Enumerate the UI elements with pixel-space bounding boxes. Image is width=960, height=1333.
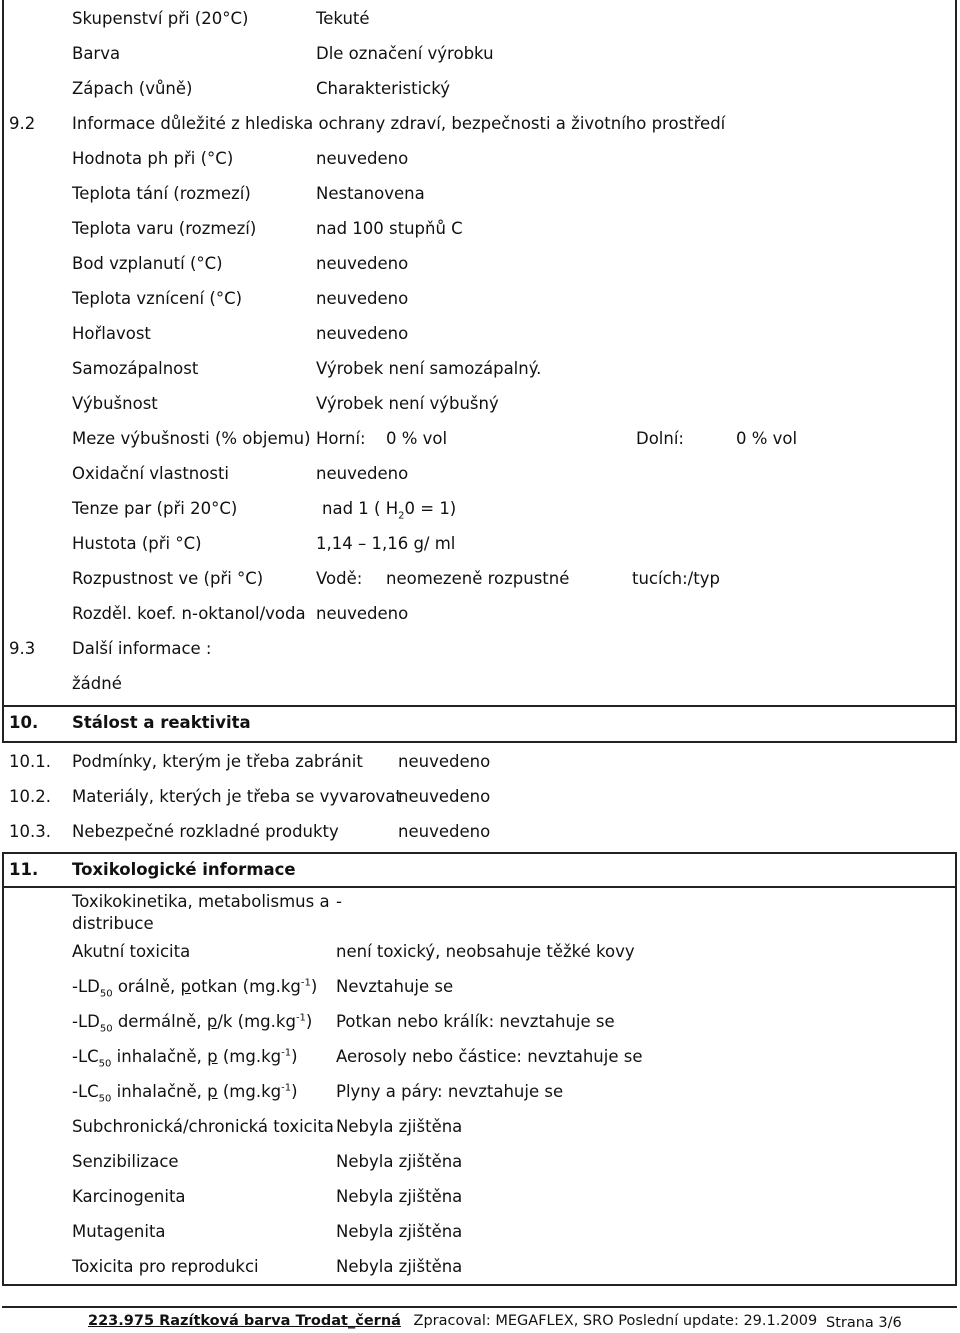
lc-aerosol-label bbox=[72, 1047, 298, 1070]
section-92-title: Informace důležité z hlediska ochrany zdraví, bezpečnosti a životního prostředí bbox=[72, 114, 726, 133]
lc1-post: ) bbox=[291, 1047, 298, 1066]
meze-horni-value: 0 % vol bbox=[386, 429, 448, 448]
tox-kinetics-label-line2: distribuce bbox=[72, 914, 154, 933]
footer-product: 223.975 Razítková barva Trodat_černá bbox=[88, 1313, 401, 1329]
tox-kinetics-value: - bbox=[336, 892, 342, 911]
row-value: neuvedeno bbox=[316, 254, 409, 273]
prop-barva-label: Barva bbox=[72, 44, 121, 63]
footer bbox=[88, 1313, 817, 1329]
tox-row-value: Nebyla zjištěna bbox=[336, 1152, 463, 1171]
section-93-title: Další informace : bbox=[72, 639, 212, 658]
ld-oral-mid1: orálně, bbox=[112, 977, 181, 996]
ld-oral-ul: p bbox=[180, 977, 191, 996]
lc1-ul: p bbox=[207, 1047, 218, 1066]
tenze-value-a: nad 1 ( H bbox=[322, 499, 399, 518]
oxidacni-value: neuvedeno bbox=[316, 464, 409, 483]
rozpustnost-tucich: tucích:/typ bbox=[632, 569, 720, 588]
row-label: Samozápalnost bbox=[72, 359, 199, 378]
right-border bbox=[955, 0, 957, 705]
ld-oral-sub: 50 bbox=[99, 988, 113, 1000]
sec10-row-value: neuvedeno bbox=[398, 787, 491, 806]
ld-derm-label bbox=[72, 1012, 313, 1035]
ld-oral-post: ) bbox=[310, 977, 318, 996]
tox-row-value: Nebyla zjištěna bbox=[336, 1187, 463, 1206]
tox-kinetics-label-line1: Toxikokinetika, metabolismus a bbox=[72, 892, 330, 911]
footer-page: Strana 3/6 bbox=[826, 1315, 902, 1331]
lc1-pre: -LC bbox=[72, 1047, 99, 1066]
row-value: Nestanovena bbox=[316, 184, 425, 203]
ld-oral-sup: -1 bbox=[300, 977, 311, 989]
section-10-title: Stálost a reaktivita bbox=[72, 713, 251, 732]
meze-horni-label: Horní: bbox=[316, 429, 366, 448]
row-label: Hodnota ph při (°C) bbox=[72, 149, 234, 168]
rozpustnost-vode-value: neomezeně rozpustné bbox=[386, 569, 570, 588]
sec10-row-value: neuvedeno bbox=[398, 822, 491, 841]
lc2-mid2: (mg.kg bbox=[217, 1082, 282, 1101]
ld-derm-value: Potkan nebo králík: nevztahuje se bbox=[336, 1012, 615, 1031]
row-value: Výrobek není samozápalný. bbox=[316, 359, 542, 378]
ld-derm-mid2: /k (mg.kg bbox=[217, 1012, 296, 1031]
row-value: nad 100 stupňů C bbox=[316, 219, 463, 238]
lc1-sup: -1 bbox=[281, 1047, 292, 1059]
section-10-number: 10. bbox=[9, 713, 39, 732]
tox-row-label: Karcinogenita bbox=[72, 1187, 186, 1206]
sec10-row-label: Materiály, kterých je třeba se vyvarovat bbox=[72, 787, 402, 806]
row-label: Teplota varu (rozmezí) bbox=[72, 219, 257, 238]
hustota-value: 1,14 – 1,16 g/ ml bbox=[316, 534, 456, 553]
footer-info: Zpracoval: MEGAFLEX, SRO Poslední update: 29.1.2009 bbox=[413, 1313, 818, 1329]
lc1-sub: 50 bbox=[98, 1058, 112, 1070]
ld-derm-sub: 50 bbox=[99, 1023, 113, 1035]
tenze-value-b: 0 = 1) bbox=[404, 499, 457, 518]
section-11-title: Toxikologické informace bbox=[72, 860, 296, 879]
ld-derm-sup: -1 bbox=[295, 1012, 306, 1024]
section-93-value: žádné bbox=[72, 674, 122, 693]
lc-gas-value: Plyny a páry: nevztahuje se bbox=[336, 1082, 564, 1101]
sec10-row-value: neuvedeno bbox=[398, 752, 491, 771]
section-92-number: 9.2 bbox=[9, 114, 36, 133]
ld-oral-mid2: otkan (mg.kg bbox=[191, 977, 301, 996]
lc-gas-label bbox=[72, 1082, 298, 1105]
ld-derm-mid1: dermálně, bbox=[112, 1012, 207, 1031]
meze-dolni-value: 0 % vol bbox=[736, 429, 798, 448]
section-93-number: 9.3 bbox=[9, 639, 36, 658]
lc2-pre: -LC bbox=[72, 1082, 99, 1101]
lc-aerosol-value: Aerosoly nebo částice: nevztahuje se bbox=[336, 1047, 643, 1066]
lc2-sup: -1 bbox=[281, 1082, 292, 1094]
lc2-post: ) bbox=[291, 1082, 298, 1101]
hustota-label: Hustota (při °C) bbox=[72, 534, 202, 553]
lc2-sub: 50 bbox=[98, 1093, 112, 1105]
lc2-ul: p bbox=[207, 1082, 218, 1101]
row-value: neuvedeno bbox=[316, 289, 409, 308]
row-label: Výbušnost bbox=[72, 394, 158, 413]
tox-row-value: Nebyla zjištěna bbox=[336, 1117, 463, 1136]
ld-oral-pre: -LD bbox=[72, 977, 100, 996]
row-value: neuvedeno bbox=[316, 149, 409, 168]
lc2-mid1: inhalačně, bbox=[111, 1082, 208, 1101]
sec10-row-number: 10.3. bbox=[9, 822, 51, 841]
rozdel-label: Rozděl. koef. n-oktanol/voda bbox=[72, 604, 306, 623]
prop-skupenstvi-label: Skupenství při (20°C) bbox=[72, 9, 249, 28]
rozpustnost-vode-label: Vodě: bbox=[316, 569, 363, 588]
tox-row-label: Toxicita pro reprodukci bbox=[72, 1257, 259, 1276]
tox-row-label: Mutagenita bbox=[72, 1222, 166, 1241]
section-11-number: 11. bbox=[9, 860, 39, 879]
tenze-value-sub: 2 bbox=[398, 510, 405, 522]
rozpustnost-label: Rozpustnost ve (při °C) bbox=[72, 569, 264, 588]
akutni-value: není toxický, neobsahuje těžké kovy bbox=[336, 942, 635, 961]
sec10-row-number: 10.1. bbox=[9, 752, 51, 771]
prop-zapach-value: Charakteristický bbox=[316, 79, 450, 98]
tenze-label: Tenze par (při 20°C) bbox=[72, 499, 238, 518]
tox-row-value: Nebyla zjištěna bbox=[336, 1222, 463, 1241]
prop-skupenstvi-value: Tekuté bbox=[316, 9, 370, 28]
sec10-row-number: 10.2. bbox=[9, 787, 51, 806]
sec10-row-label: Podmínky, kterým je třeba zabránit bbox=[72, 752, 363, 771]
ld-derm-pre: -LD bbox=[72, 1012, 100, 1031]
ld-derm-ul: p bbox=[206, 1012, 218, 1031]
footer-rule bbox=[2, 1306, 957, 1308]
prop-zapach-label: Zápach (vůně) bbox=[72, 79, 193, 98]
meze-label: Meze výbušnosti (% objemu) bbox=[72, 429, 311, 448]
lc1-mid1: inhalačně, bbox=[111, 1047, 208, 1066]
ld-oral-value: Nevztahuje se bbox=[336, 977, 454, 996]
sec10-row-label: Nebezpečné rozkladné produkty bbox=[72, 822, 339, 841]
row-value: neuvedeno bbox=[316, 324, 409, 343]
tox-row-label: Senzibilizace bbox=[72, 1152, 179, 1171]
ld-derm-post: ) bbox=[305, 1012, 313, 1031]
row-label: Teplota tání (rozmezí) bbox=[72, 184, 251, 203]
tox-row-label: Subchronická/chronická toxicita bbox=[72, 1117, 334, 1136]
prop-barva-value: Dle označení výrobku bbox=[316, 44, 494, 63]
meze-dolni-label: Dolní: bbox=[636, 429, 684, 448]
tenze-value bbox=[322, 499, 457, 522]
lc1-mid2: (mg.kg bbox=[217, 1047, 282, 1066]
row-label: Teplota vznícení (°C) bbox=[72, 289, 243, 308]
ld-oral-label bbox=[72, 977, 318, 1000]
tox-row-value: Nebyla zjištěna bbox=[336, 1257, 463, 1276]
rozdel-value: neuvedeno bbox=[316, 604, 409, 623]
akutni-label: Akutní toxicita bbox=[72, 942, 191, 961]
row-label: Bod vzplanutí (°C) bbox=[72, 254, 223, 273]
oxidacni-label: Oxidační vlastnosti bbox=[72, 464, 230, 483]
row-value: Výrobek není výbušný bbox=[316, 394, 499, 413]
row-label: Hořlavost bbox=[72, 324, 151, 343]
left-border bbox=[2, 0, 4, 705]
